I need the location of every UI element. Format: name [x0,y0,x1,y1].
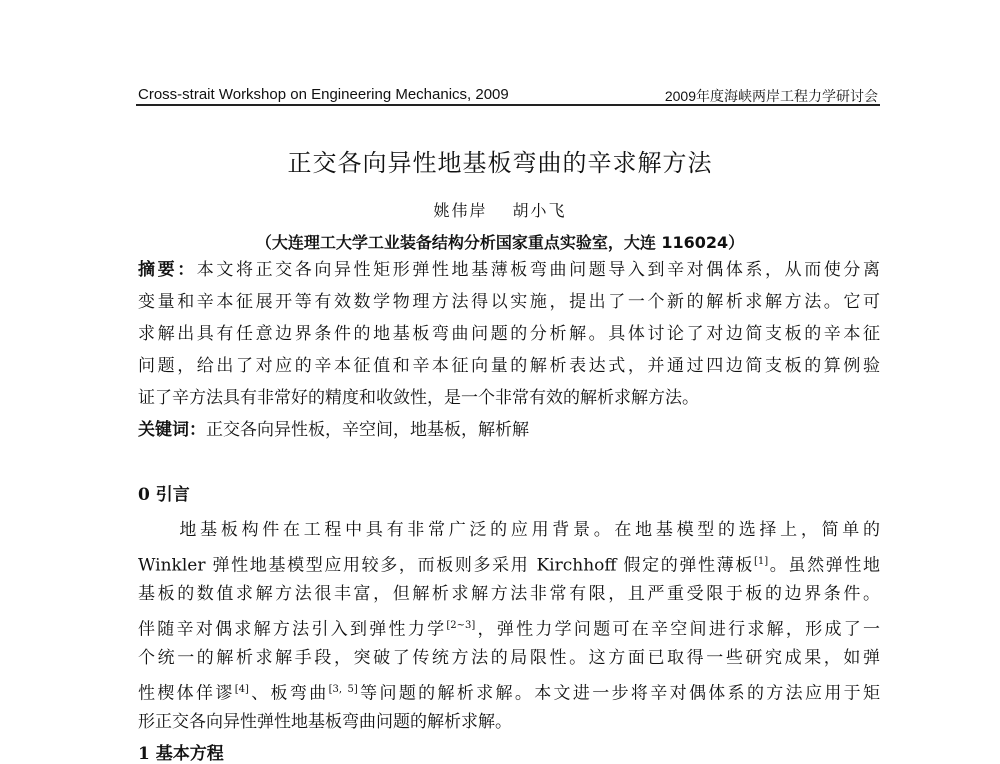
paragraph-line [138,647,880,669]
citation: [2~3] [446,620,476,631]
running-header-english: Cross-strait Workshop on Engineering Mechanics, 2009 [138,86,509,103]
keywords [138,419,880,441]
keywords-text: 正交各向异性板，辛空间，地基板，解析解 [206,420,529,440]
paragraph-line [138,711,880,733]
paragraph-text: 性楔体佯谬 [138,683,235,704]
abstract-text: 本文将正交各向异性矩形弹性地基薄板弯曲问题导入到辛对偶体系，从而使分离 [196,260,881,280]
paper-title: 正交各向异性地基板弯曲的辛求解方法 [287,149,713,177]
paragraph-text: Winkler 弹性地基模型应用较多，而板则多采用 Kirchhoff 假定的弹性薄板 [138,555,754,576]
paragraph-text: 伴随辛对偶求解方法引入到弹性力学 [138,619,447,640]
paragraph-text: 等问题的解析求解。本文进一步将辛对偶体系的方法应用于矩 [357,683,881,704]
paragraph-line [138,615,880,641]
paragraph-text: 。虽然弹性地 [768,555,880,576]
abstract-line [138,323,880,345]
citation: [3, 5] [328,684,358,695]
abstract-line [138,291,880,313]
paragraph-text: 形正交各向异性弹性地基板弯曲问题的解析求解。 [138,712,512,732]
paragraph-text: 、板弯曲 [248,683,329,704]
paragraph-line [138,583,880,605]
citation: [4] [234,684,249,695]
header-rule [136,104,880,106]
section-heading-basic-equations: 1 基本方程 [138,744,224,764]
citation: [1] [753,556,769,567]
paragraph-line [138,679,880,705]
abstract-label: 摘要： [138,260,197,280]
paragraph-line [138,519,880,541]
paragraph-text: ，弹性力学问题可在辛空间进行求解，形成了一 [475,619,881,640]
abstract-text: 证了辛方法具有非常好的精度和收敛性，是一个非常有效的解析求解方法。 [138,388,699,408]
abstract-text: 问题，给出了对应的辛本征值和辛本征向量的解析表达式，并通过四边简支板的算例验 [138,356,880,376]
abstract-line [138,355,880,377]
abstract-line [138,387,880,409]
paragraph-text: 基板的数值求解方法很丰富，但解析求解方法非常有限，且严重受限于板的边界条件。 [138,584,880,604]
keywords-label: 关键词： [138,420,206,440]
authors: 姚伟岸 胡小飞 [433,201,567,220]
paragraph-line [138,551,880,577]
affiliation: （大连理工大学工业装备结构分析国家重点实验室，大连 116024） [255,233,745,252]
running-header-chinese: 2009年度海峡两岸工程力学研讨会 [664,88,878,104]
abstract-text: 变量和辛本征展开等有效数学物理方法得以实施，提出了一个新的解析求解方法。它可 [138,292,880,312]
abstract-text: 求解出具有任意边界条件的地基板弯曲问题的分析解。具体讨论了对边简支板的辛本征 [138,324,880,344]
paragraph-text: 个统一的解析求解手段，突破了传统方法的局限性。这方面已取得一些研究成果，如弹 [138,648,880,668]
section-heading-introduction: 0 引言 [138,485,190,505]
abstract-line [138,259,880,281]
paragraph-text: 地基板构件在工程中具有非常广泛的应用背景。在地基模型的选择上，简单的 [138,520,880,540]
